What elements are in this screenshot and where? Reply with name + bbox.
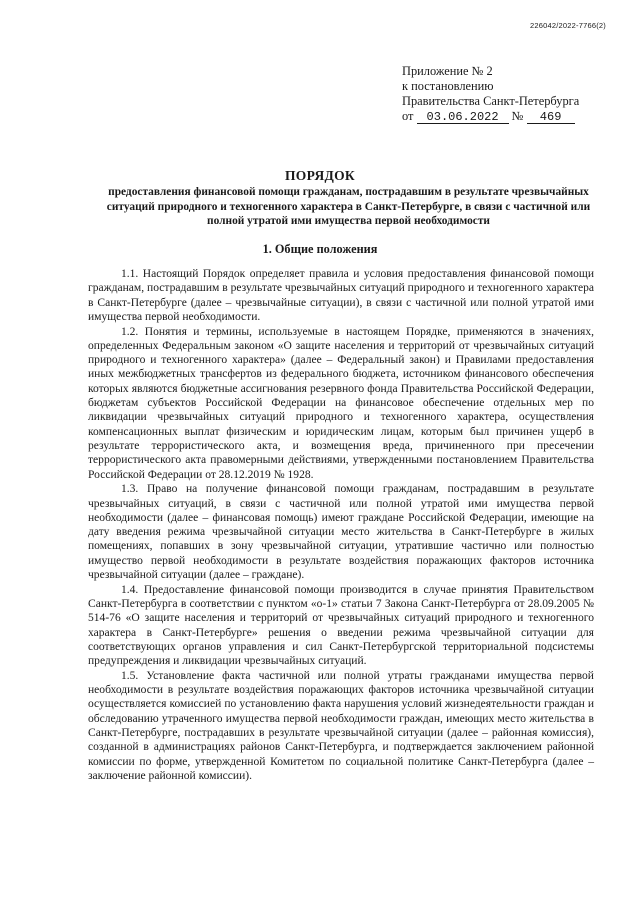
document-body (88, 267, 594, 783)
appendix-line-1: Приложение № 2 (402, 64, 493, 78)
document-subtitle: предоставления финансовой помощи гражданам, пострадавшим в результате чрезвычайных ситуаций природного и техногенного характера в Санкт-Петербурге, в связи с частичной или полной утратой ими имущества первой необходимости (106, 186, 591, 227)
paragraph-1-4: 1.4. Предоставление финансовой помощи производится в случае принятия Правительством Санкт-Петербурга в соответствии с пунктом «о-1» статьи 7 Закона Санкт-Петербурга от 28.09.2005 № 514-76 «О защите населения и территорий от чрезвычайных ситуаций природного и техногенного характера в Санкт-Петербурге» решения о введении режима чрезвычайной ситуации для соответствующих органов управления и сил Санкт-Петербургской территориальной подсистемы предупреждения и ликвидации чрезвычайных ситуаций. (88, 583, 594, 668)
paragraph-1-1: 1.1. Настоящий Порядок определяет правила и условия предоставления финансовой помощи гражданам, пострадавшим в результате чрезвычайных ситуаций природного и техногенного характера в Санкт-Петербурге (далее – чрезвычайные ситуации), в связи с частичной или полной утратой ими имущества первой необходимости. (88, 268, 594, 323)
paragraph-1-5: 1.5. Установление факта частичной или полной утраты гражданами имущества первой необходимости в результате воздействия поражающих факторов источника чрезвычайной ситуации осуществляется комиссией по установлению факта нарушения условий жизнедеятельности граждан и обследованию утраченного имущества первой необходимости граждан, имеющих место жительства в Санкт-Петербурге, пострадавших в результате чрезвычайной ситуации (далее – районная комиссия), созданной в администрациях районов Санкт-Петербурга, и подтверждается заключением районной комиссии по форме, утвержденной Комитетом по социальной политике Санкт-Петербурга (далее – заключение районной комиссии). (88, 669, 594, 782)
number-prefix: № (511, 109, 524, 123)
appendix-line-3: Правительства Санкт-Петербурга (402, 94, 580, 108)
paragraph-1-3: 1.3. Право на получение финансовой помощи гражданам, пострадавшим в результате чрезвычайных ситуаций, в связи с частичной или полной утратой ими имущества первой необходимости (далее – финансовая помощь) имеют граждане Российской Федерации, имеющие на дату введения режима чрезвычайной ситуации место жительства в Санкт-Петербурге в жилых помещениях, попавших в зону чрезвычайной ситуации, утратившие частично или полностью имущество первой необходимости в результате воздействия поражающих факторов источника чрезвычайной ситуации (далее – граждане). (88, 483, 594, 582)
paragraph-1-2: 1.2. Понятия и термины, используемые в настоящем Порядке, применяются в значениях, определенных Федеральным законом «О защите населения и территорий от чрезвычайных ситуаций природного и техногенного характера» (далее – Федеральный закон) и Правилами предоставления иных межбюджетных трансфертов из федерального бюджета, источником финансового обеспечения которых являются бюджетные ассигнования резервного фонда Правительства Российской Федерации, бюджетам субъектов Российской Федерации на финансовое обеспечение отдельных мер по ликвидации чрезвычайных ситуаций природного и техногенного характера, осуществления компенсационных выплат физическим и юридическим лицам, которым был причинен ущерб в результате террористического акта, и возмещения вреда, причиненного при пресечении террористического акта правомерными действиями, утвержденными постановлением Правительства Российской Федерации от 28.12.2019 № 1928. (88, 325, 594, 481)
appendix-line-2: к постановлению (402, 79, 494, 93)
document-title: ПОРЯДОК (284, 168, 355, 183)
number-value: 469 (527, 111, 575, 124)
date-value: 03.06.2022 (417, 111, 509, 124)
section-heading: 1. Общие положения (262, 242, 378, 256)
document-id: 226042/2022-7766(2) (530, 21, 606, 30)
date-prefix: от (402, 109, 414, 123)
appendix-block (402, 64, 579, 124)
appendix-date-line (402, 109, 579, 124)
